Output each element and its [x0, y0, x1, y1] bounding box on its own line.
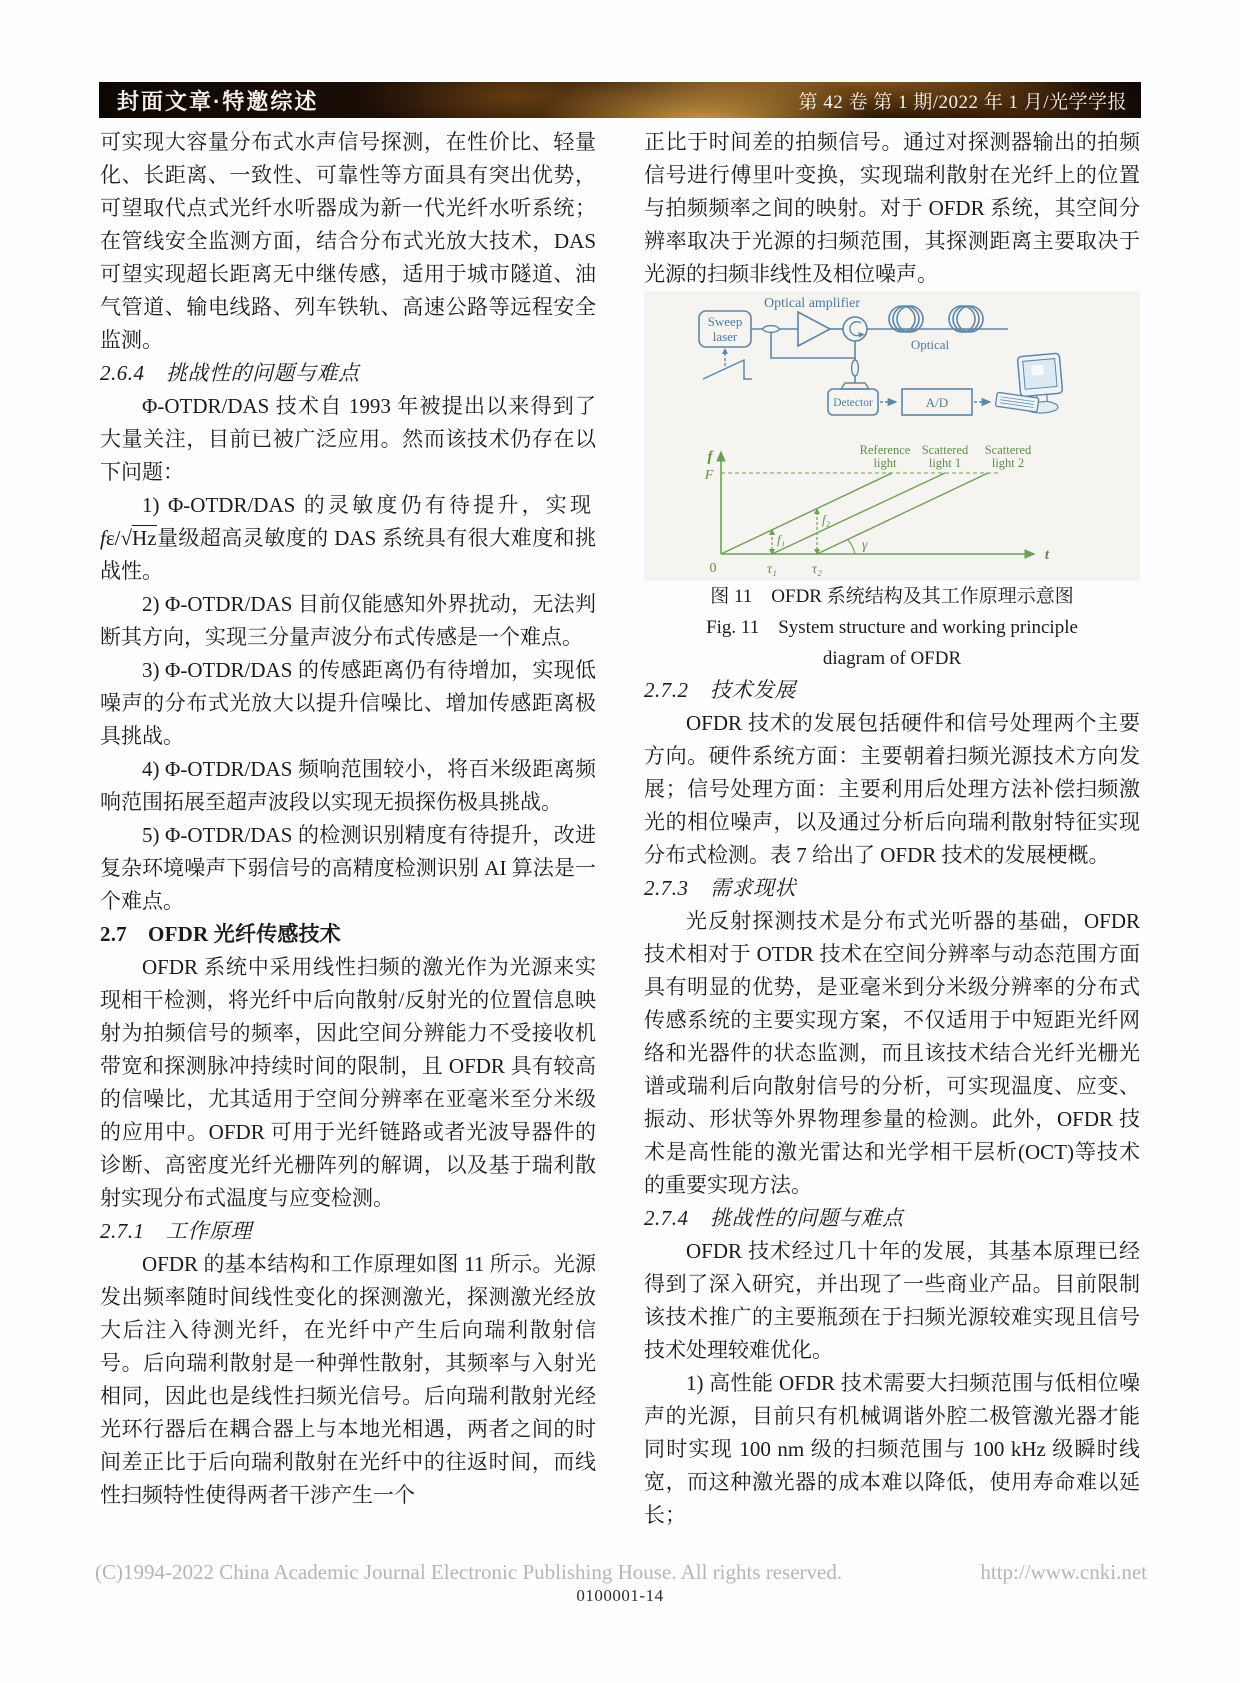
f1-label: f₁: [777, 532, 786, 547]
paragraph-item-5: 5) Φ-OTDR/DAS 的检测识别精度有待提升，改进复杂环境噪声下弱信号的高精度检测识别 AI 算法是一个难点。: [100, 823, 596, 913]
scattered-light1-label-1: Scattered: [921, 443, 969, 457]
tau1-label: τ₁: [767, 562, 777, 577]
section-heading-2-7-3: 2.7.3 需求现状: [644, 876, 796, 900]
optical-amplifier-icon: [798, 312, 830, 346]
reference-light-label-1: Reference: [859, 443, 911, 457]
figure-caption-en-line2: diagram of OFDR: [822, 648, 962, 669]
left-column: [100, 126, 596, 1532]
reference-light-label-2: light: [873, 456, 897, 470]
section-heading-2-7-4: 2.7.4 挑战性的问题与难点: [644, 1206, 904, 1230]
header-column-label: 封面文章·特邀综述: [117, 88, 319, 114]
detector-label: Detector: [833, 397, 873, 409]
fiber-coil-icon: [889, 306, 923, 332]
page-number: 0100001-14: [576, 1586, 664, 1605]
circulator-icon: [843, 317, 867, 341]
ad-label: A/D: [925, 395, 949, 410]
paragraph: Φ-OTDR/DAS 技术自 1993 年被提出以来得到了大量关注，目前已被广泛应用。然而该技术仍存在以下问题：: [100, 394, 596, 484]
sweep-laser-label-2: laser: [712, 329, 738, 344]
scattered-light2-label-2: light 2: [991, 456, 1025, 470]
tau2-label: τ₂: [812, 562, 822, 577]
block-diagram: [751, 329, 1008, 383]
sweep-drive-arrowhead: [722, 348, 728, 354]
optical-amplifier-label: Optical amplifier: [763, 296, 861, 311]
page-header-bar: [99, 82, 1141, 118]
copyright-footer: [95, 1560, 1147, 1585]
gamma-label: γ: [862, 538, 868, 553]
section-heading-2-7: 2.7 OFDR 光纤传感技术: [100, 922, 341, 946]
ofdr-system-diagram: [644, 291, 1140, 581]
gamma-angle-arc: [848, 540, 855, 554]
formula-fe-sqrt-hz: fε/√Hz: [100, 526, 157, 550]
paragraph: OFDR 系统中采用线性扫频的激光作为光源来实现相干检测，将光纤中后向散射/反射光的位置信息映射为拍频信号的频率，因此空间分辨能力不受接收机带宽和探测脉冲持续时间的限制，且 OFDR 具有较高的信噪比，尤其适用于空间分辨率在亚毫米至分米级的应用中。OFDR 可用于光纤链路或者光波导器件的诊断、高密度光纤光栅阵列的解调，以及基于瑞利散射实现分布式温度与应变检测。: [100, 955, 596, 1210]
origin-label: 0: [709, 561, 717, 576]
paragraph: 正比于时间差的拍频信号。通过对探测器输出的拍频信号进行傅里叶变换，实现瑞利散射在光纤上的位置与拍频频率之间的映射。对于 OFDR 系统，其空间分辨率取决于光源的扫频范围，其探测距离主要取决于光源的扫频非线性及相位噪声。: [644, 130, 1140, 286]
paragraph: OFDR 技术经过几十年的发展，其基本原理已经得到了深入研究，并出现了一些商业产品。目前限制该技术推广的主要瓶颈在于扫频光源较难实现且信号技术处理较难优化。: [644, 1239, 1140, 1362]
figure-caption-zh: 图 11 OFDR 系统结构及其工作原理示意图: [710, 586, 1074, 607]
paragraph-item-1: 1) 高性能 OFDR 技术需要大扫频范围与低相位噪声的光源，目前只有机械调谐外腔二极管激光器才能同时实现 100 nm 级的扫频范围与 100 kHz 级瞬时线宽，而这种激光器的成本难以降低，使用寿命难以延长；: [644, 1371, 1140, 1527]
paragraph-item-3: 3) Φ-OTDR/DAS 的传感距离仍有待增加，实现低噪声的分布式光放大以提升信噪比、增加传感距离极具挑战。: [100, 658, 596, 748]
paragraph-item-1: 1) Φ-OTDR/DAS 的灵敏度仍有待提升，实现 fε/√Hz量级超高灵敏度的 DAS 系统具有很大难度和挑战性。: [100, 493, 596, 583]
figure-11: [644, 291, 1140, 581]
coupler-icon-2: [852, 360, 859, 376]
figure-caption-en-line1: Fig. 11 System structure and working principle: [706, 617, 1078, 638]
t-axis-label: t: [1044, 547, 1050, 563]
right-column: [644, 126, 1140, 1532]
section-heading-2-7-2: 2.7.2 技术发展: [644, 678, 796, 702]
cnki-url: http://www.cnki.net: [980, 1560, 1147, 1584]
scattered-light-1-line: [772, 473, 945, 554]
f-axis-label: f: [707, 449, 713, 465]
optical-fiber-label: Optical: [910, 337, 950, 352]
paragraph-item-4: 4) Φ-OTDR/DAS 频响范围较小，将百米级距离频响范围拓展至超声波段以实现无损探伤极具挑战。: [100, 757, 596, 814]
F-level-label: F: [704, 468, 714, 483]
detector-connector: [841, 383, 869, 389]
sawtooth-waveform-icon: [703, 360, 752, 379]
scattered-light2-label-1: Scattered: [984, 443, 1032, 457]
section-heading-2-7-1: 2.7.1 工作原理: [100, 1219, 252, 1243]
paragraph: 可实现大容量分布式水声信号探测，在性价比、轻量化、长距离、一致性、可靠性等方面具有突出优势，可望取代点式光纤水听器成为新一代光纤水听系统；在管线安全监测方面，结合分布式光放大技术，DAS 可望实现超长距离无中继传感，适用于城市隧道、油气管道、输电线路、列车铁轨、高速公路等远程安全监测。: [100, 130, 596, 352]
scattered-light-2-line: [817, 473, 988, 554]
paragraph: OFDR 的基本结构和工作原理如图 11 所示。光源发出频率随时间线性变化的探测激光，探测激光经放大后注入待测光纤，在光纤中产生后向瑞利散射信号。后向瑞利散射是一种弹性散射，其频率与入射光相同，因此也是线性扫频光信号。后向瑞利散射光经光环行器后在耦合器上与本地光相遇，两者之间的时间差正比于后向瑞利散射在光纤中的往返时间，而线性扫频特性使得两者干涉产生一个: [100, 1252, 596, 1507]
computer-icon: [995, 353, 1063, 413]
coupler-icon: [763, 326, 779, 333]
frequency-time-plot: [704, 443, 1050, 577]
sweep-laser-label-1: Sweep: [707, 314, 743, 329]
paragraph-item-2: 2) Φ-OTDR/DAS 目前仅能感知外界扰动，无法判断其方向，实现三分量声波分布式传感是一个难点。: [100, 592, 596, 649]
copyright-text: (C)1994-2022 China Academic Journal Electronic Publishing House. All rights reserved.: [95, 1560, 843, 1584]
section-heading-2-6-4: 2.6.4 挑战性的问题与难点: [100, 361, 360, 385]
paragraph: OFDR 技术的发展包括硬件和信号处理两个主要方向。硬件系统方面：主要朝着扫频光源技术方向发展；信号处理方面：主要利用后处理方法补偿扫频激光的相位噪声，以及通过分析后向瑞利散射特征实现分布式检测。表 7 给出了 OFDR 技术的发展梗概。: [644, 711, 1140, 867]
paragraph: 光反射探测技术是分布式光听器的基础，OFDR 技术相对于 OTDR 技术在空间分辨率与动态范围方面具有明显的优势，是亚毫米到分米级分辨率的分布式传感系统的主要实现方案，不仅适用于中短距光纤网络和光器件的状态监测，而且该技术结合光纤光栅光谱或瑞利后向散射信号的分析，可实现温度、应变、振动、形状等外界物理参量的检测。此外，OFDR 技术是高性能的激光雷达和光学相干层析(OCT)等技术的重要实现方法。: [644, 909, 1140, 1197]
f2-label: f₂: [822, 512, 831, 527]
scattered-light1-label-2: light 1: [928, 456, 962, 470]
header-issue-info: 第 42 卷 第 1 期/2022 年 1 月/光学学报: [798, 91, 1127, 113]
fiber-coil-icon-2: [949, 306, 983, 332]
two-column-body: [100, 126, 1140, 1532]
